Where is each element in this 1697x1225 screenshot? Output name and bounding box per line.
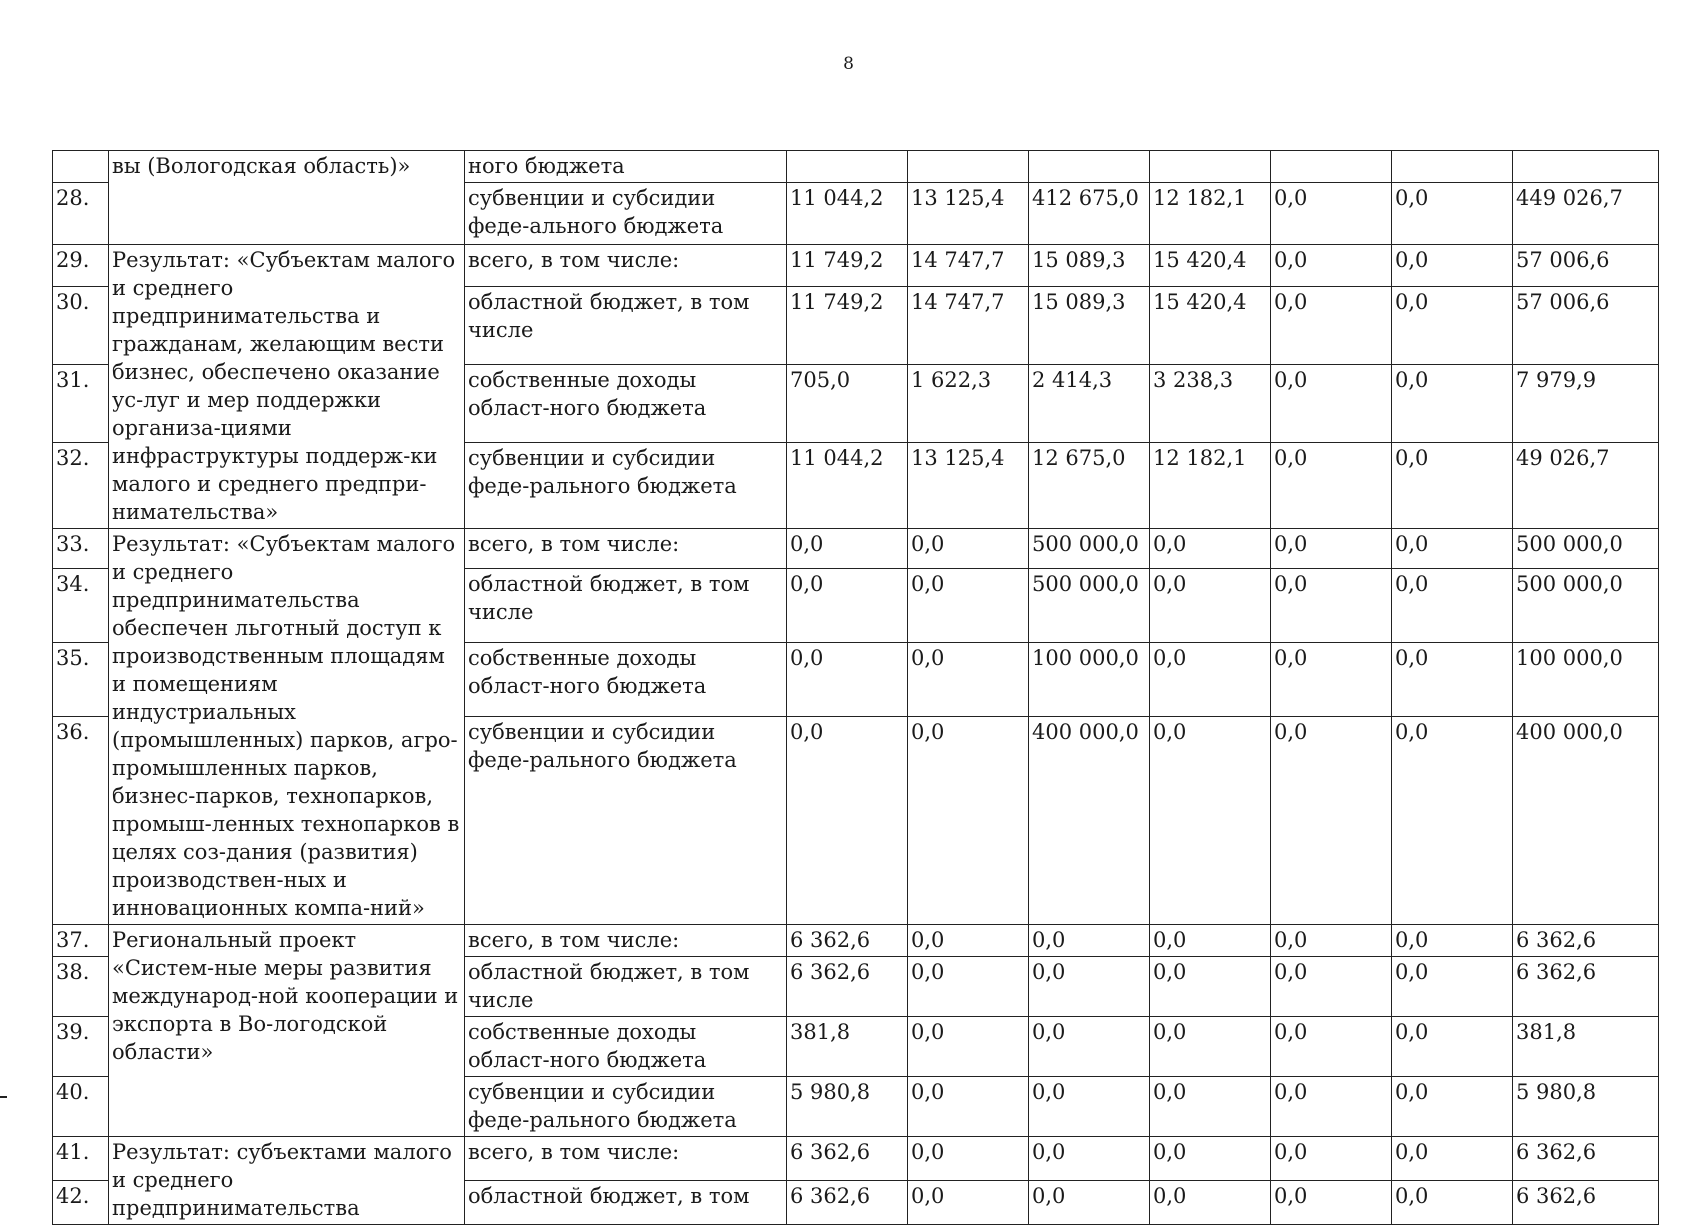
- year-value: 6 362,6: [787, 1181, 908, 1225]
- year-value: 0,0: [1271, 245, 1392, 287]
- year-value: 1 622,3: [908, 364, 1029, 442]
- year-value: 0,0: [1392, 925, 1513, 957]
- result-description: Результат: «Субъектам малого и среднего предпринимательства и гражданам, желающим вести бизнес, обеспечено оказание ус-луг и мер поддержки организа-циями инфраструктуры поддерж-ки малого и среднего предпри-нимательства»: [109, 245, 465, 529]
- year-value: 0,0: [1150, 1137, 1271, 1181]
- total-value: 449 026,7: [1513, 183, 1659, 245]
- table-row: [53, 151, 1659, 183]
- total-value: 6 362,6: [1513, 1137, 1659, 1181]
- year-value: 12 675,0: [1029, 443, 1150, 529]
- year-value: 0,0: [908, 717, 1029, 925]
- row-number: 39.: [53, 1017, 109, 1077]
- year-value: 0,0: [1150, 642, 1271, 716]
- year-value: 15 420,4: [1150, 286, 1271, 364]
- margin-mark: [0, 1096, 7, 1098]
- year-value: 0,0: [1392, 443, 1513, 529]
- year-value: 0,0: [1271, 1017, 1392, 1077]
- year-value: 14 747,7: [908, 286, 1029, 364]
- year-value: 11 749,2: [787, 286, 908, 364]
- year-value: 0,0: [787, 717, 908, 925]
- funding-source: всего, в том числе:: [465, 1137, 787, 1181]
- row-number: 32.: [53, 443, 109, 529]
- year-value: 0,0: [787, 642, 908, 716]
- total-value: 381,8: [1513, 1017, 1659, 1077]
- year-value: 0,0: [1271, 1137, 1392, 1181]
- row-number: 34.: [53, 568, 109, 642]
- funding-source: собственные доходы област-ного бюджета: [465, 364, 787, 442]
- year-value: 0,0: [1392, 245, 1513, 287]
- year-value: 0,0: [1392, 529, 1513, 569]
- year-value: 0,0: [1271, 568, 1392, 642]
- year-value: 12 182,1: [1150, 183, 1271, 245]
- funding-source: областной бюджет, в том числе: [465, 568, 787, 642]
- year-value: 0,0: [908, 642, 1029, 716]
- row-number: 36.: [53, 717, 109, 925]
- funding-source: субвенции и субсидии феде-ального бюджета: [465, 183, 787, 245]
- table-body: [53, 151, 1659, 1225]
- year-value: 0,0: [787, 568, 908, 642]
- year-value: 0,0: [1150, 1181, 1271, 1225]
- year-value: 0,0: [1392, 717, 1513, 925]
- result-description: вы (Вологодская область)»: [109, 151, 465, 245]
- year-value: 3 238,3: [1150, 364, 1271, 442]
- funding-source: субвенции и субсидии феде-рального бюджета: [465, 1077, 787, 1137]
- year-value: 0,0: [908, 1077, 1029, 1137]
- year-value: 0,0: [1271, 957, 1392, 1017]
- year-value: 0,0: [1029, 1017, 1150, 1077]
- year-value: 0,0: [908, 568, 1029, 642]
- year-value: [1150, 151, 1271, 183]
- row-number: 40.: [53, 1077, 109, 1137]
- row-number: 31.: [53, 364, 109, 442]
- year-value: 400 000,0: [1029, 717, 1150, 925]
- year-value: [787, 151, 908, 183]
- year-value: 0,0: [1271, 1181, 1392, 1225]
- year-value: 13 125,4: [908, 183, 1029, 245]
- budget-table: [52, 150, 1659, 1225]
- table-row: [53, 245, 1659, 287]
- year-value: 15 089,3: [1029, 245, 1150, 287]
- year-value: 12 182,1: [1150, 443, 1271, 529]
- year-value: 0,0: [1392, 642, 1513, 716]
- funding-source: областной бюджет, в том числе: [465, 957, 787, 1017]
- row-number: 38.: [53, 957, 109, 1017]
- year-value: 500 000,0: [1029, 568, 1150, 642]
- year-value: 412 675,0: [1029, 183, 1150, 245]
- year-value: 14 747,7: [908, 245, 1029, 287]
- year-value: 0,0: [1150, 925, 1271, 957]
- result-description: Результат: «Субъектам малого и среднего предпринимательства обеспечен льготный доступ к производственным площадям и помещениям индустриальных (промышленных) парков, агро-промышленных парков, бизнес-парков, технопарков, промыш-ленных технопарков в целях соз-дания (развития) производствен-ных и инновационных компа-ний»: [109, 529, 465, 925]
- year-value: 0,0: [1271, 364, 1392, 442]
- funding-source: всего, в том числе:: [465, 925, 787, 957]
- funding-source: всего, в том числе:: [465, 529, 787, 569]
- total-value: 57 006,6: [1513, 286, 1659, 364]
- funding-source: субвенции и субсидии феде-рального бюджета: [465, 717, 787, 925]
- total-value: 6 362,6: [1513, 1181, 1659, 1225]
- year-value: 5 980,8: [787, 1077, 908, 1137]
- year-value: 0,0: [1392, 568, 1513, 642]
- total-value: 6 362,6: [1513, 957, 1659, 1017]
- year-value: 6 362,6: [787, 925, 908, 957]
- total-value: 49 026,7: [1513, 443, 1659, 529]
- year-value: 0,0: [1029, 925, 1150, 957]
- funding-source: ного бюджета: [465, 151, 787, 183]
- result-description: Региональный проект «Систем-ные меры развития международ-ной кооперации и экспорта в Во-логодской области»: [109, 925, 465, 1137]
- table-row: [53, 925, 1659, 957]
- row-number: 33.: [53, 529, 109, 569]
- funding-source: областной бюджет, в том числе: [465, 286, 787, 364]
- year-value: [1392, 151, 1513, 183]
- year-value: 0,0: [1150, 1017, 1271, 1077]
- table-row: [53, 529, 1659, 569]
- year-value: 0,0: [1392, 1181, 1513, 1225]
- table-row: [53, 1137, 1659, 1181]
- year-value: 0,0: [1271, 529, 1392, 569]
- funding-source: областной бюджет, в том: [465, 1181, 787, 1225]
- year-value: 0,0: [908, 529, 1029, 569]
- result-description: Результат: субъектами малого и среднего предпринимательства: [109, 1137, 465, 1225]
- total-value: 57 006,6: [1513, 245, 1659, 287]
- row-number: 28.: [53, 183, 109, 245]
- year-value: 0,0: [908, 1017, 1029, 1077]
- year-value: 11 044,2: [787, 183, 908, 245]
- year-value: [908, 151, 1029, 183]
- year-value: 13 125,4: [908, 443, 1029, 529]
- year-value: 0,0: [1150, 1077, 1271, 1137]
- year-value: 0,0: [1271, 443, 1392, 529]
- year-value: 0,0: [1271, 286, 1392, 364]
- total-value: 7 979,9: [1513, 364, 1659, 442]
- row-number: 37.: [53, 925, 109, 957]
- total-value: 500 000,0: [1513, 568, 1659, 642]
- row-number: [53, 151, 109, 183]
- row-number: 35.: [53, 642, 109, 716]
- year-value: 0,0: [1029, 1077, 1150, 1137]
- year-value: 381,8: [787, 1017, 908, 1077]
- year-value: 0,0: [1029, 957, 1150, 1017]
- year-value: 0,0: [1392, 364, 1513, 442]
- year-value: 0,0: [1392, 1137, 1513, 1181]
- row-number: 29.: [53, 245, 109, 287]
- year-value: 0,0: [1392, 957, 1513, 1017]
- year-value: 0,0: [1271, 925, 1392, 957]
- total-value: 100 000,0: [1513, 642, 1659, 716]
- funding-source: всего, в том числе:: [465, 245, 787, 287]
- year-value: 0,0: [1392, 1017, 1513, 1077]
- year-value: 0,0: [1150, 717, 1271, 925]
- year-value: 705,0: [787, 364, 908, 442]
- year-value: [1271, 151, 1392, 183]
- year-value: 0,0: [908, 1137, 1029, 1181]
- row-number: 42.: [53, 1181, 109, 1225]
- year-value: 100 000,0: [1029, 642, 1150, 716]
- funding-source: субвенции и субсидии феде-рального бюджета: [465, 443, 787, 529]
- year-value: 0,0: [1271, 183, 1392, 245]
- year-value: 0,0: [1392, 1077, 1513, 1137]
- year-value: 15 089,3: [1029, 286, 1150, 364]
- total-value: 500 000,0: [1513, 529, 1659, 569]
- total-value: [1513, 151, 1659, 183]
- year-value: 11 044,2: [787, 443, 908, 529]
- year-value: 0,0: [1271, 1077, 1392, 1137]
- year-value: 0,0: [1271, 717, 1392, 925]
- funding-source: собственные доходы област-ного бюджета: [465, 1017, 787, 1077]
- year-value: 6 362,6: [787, 1137, 908, 1181]
- year-value: 6 362,6: [787, 957, 908, 1017]
- year-value: 0,0: [1392, 286, 1513, 364]
- total-value: 400 000,0: [1513, 717, 1659, 925]
- year-value: 0,0: [1029, 1137, 1150, 1181]
- year-value: 0,0: [908, 925, 1029, 957]
- year-value: 0,0: [908, 957, 1029, 1017]
- page-number: 8: [843, 54, 854, 74]
- year-value: 0,0: [787, 529, 908, 569]
- year-value: 500 000,0: [1029, 529, 1150, 569]
- year-value: 0,0: [1271, 642, 1392, 716]
- funding-source: собственные доходы област-ного бюджета: [465, 642, 787, 716]
- year-value: 0,0: [1150, 529, 1271, 569]
- year-value: 0,0: [908, 1181, 1029, 1225]
- year-value: 2 414,3: [1029, 364, 1150, 442]
- total-value: 6 362,6: [1513, 925, 1659, 957]
- year-value: 0,0: [1150, 568, 1271, 642]
- total-value: 5 980,8: [1513, 1077, 1659, 1137]
- year-value: 0,0: [1150, 957, 1271, 1017]
- year-value: 15 420,4: [1150, 245, 1271, 287]
- year-value: 0,0: [1029, 1181, 1150, 1225]
- year-value: [1029, 151, 1150, 183]
- row-number: 41.: [53, 1137, 109, 1181]
- year-value: 0,0: [1392, 183, 1513, 245]
- year-value: 11 749,2: [787, 245, 908, 287]
- row-number: 30.: [53, 286, 109, 364]
